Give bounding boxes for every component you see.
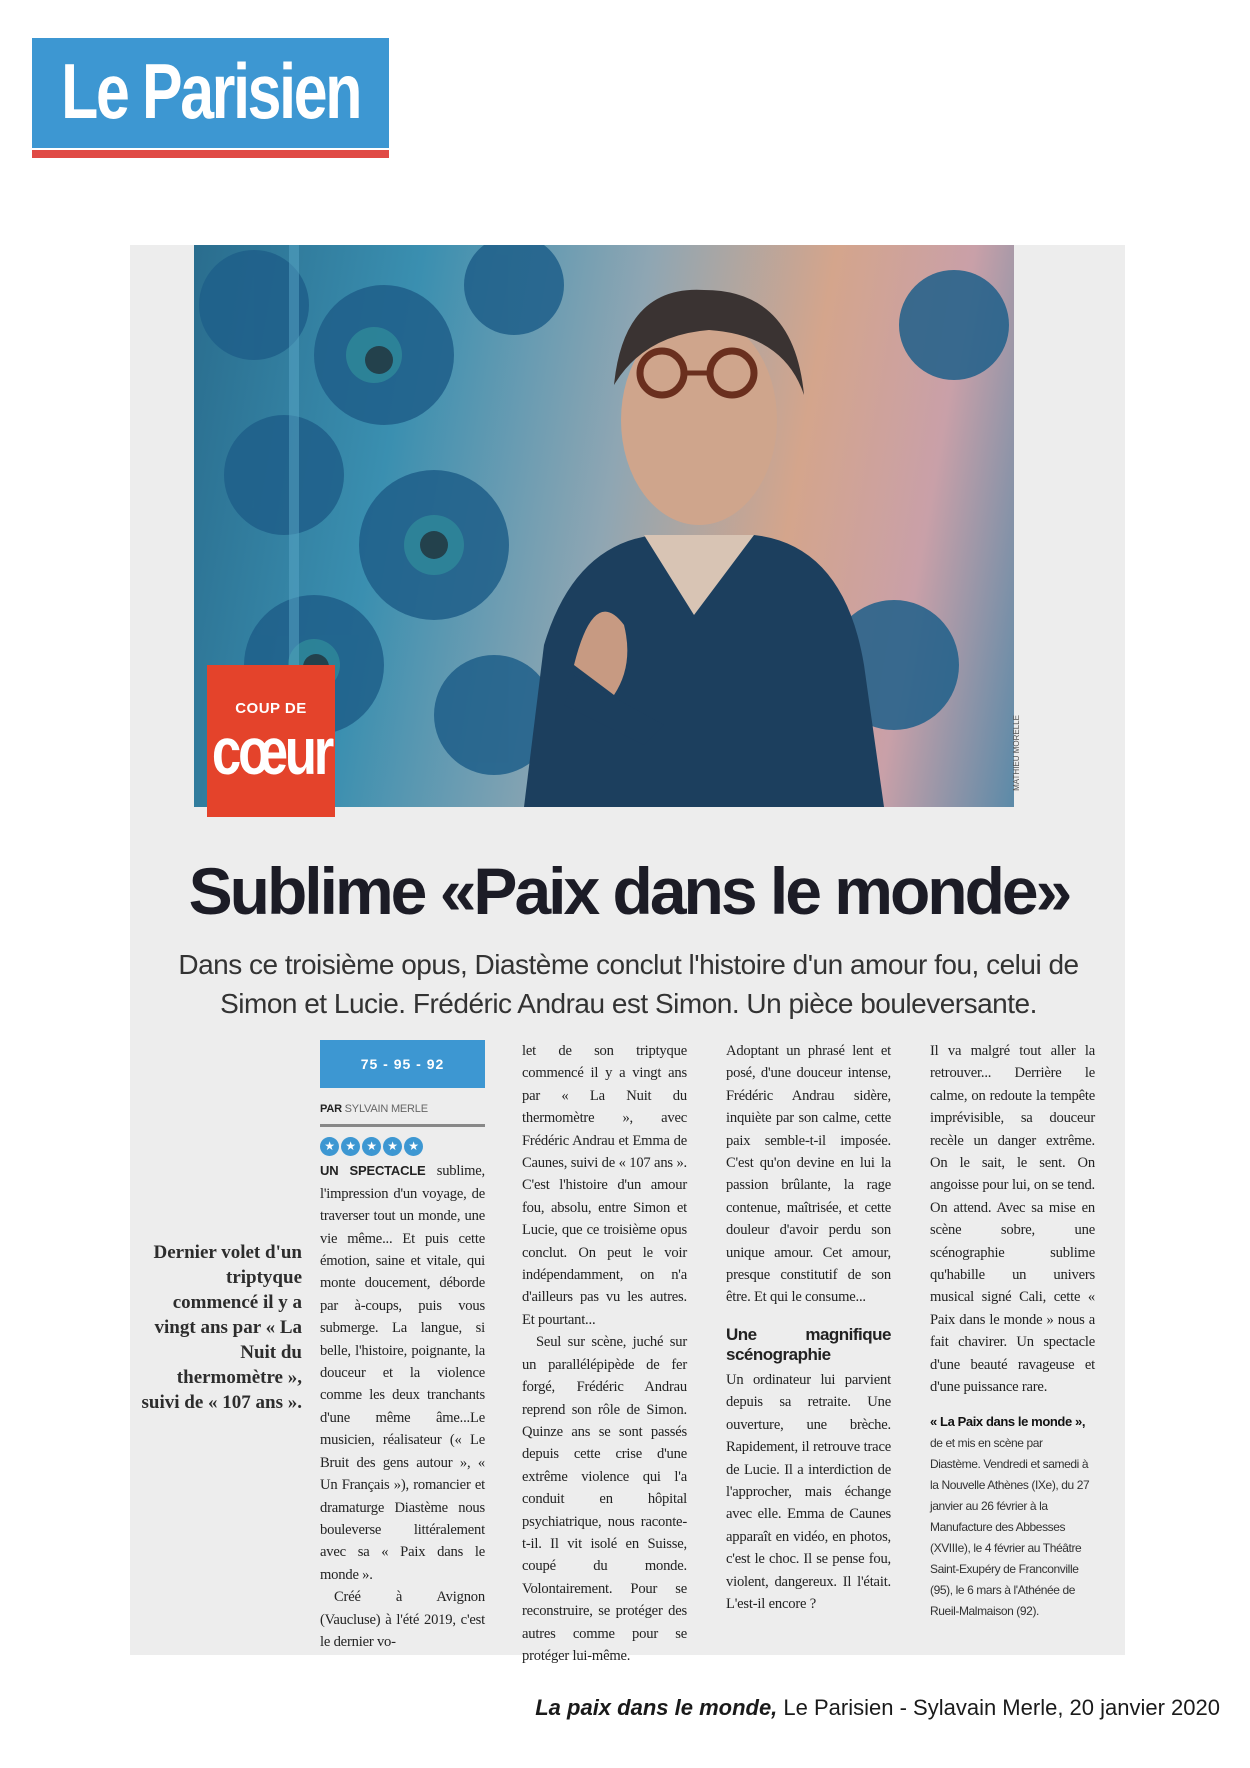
- department-box: 75 - 95 - 92: [320, 1040, 485, 1088]
- star-icon: ★: [404, 1137, 423, 1156]
- coup-de-coeur-badge: [207, 665, 335, 817]
- deck: Dans ce troisième opus, Diastème conclut l'histoire d'un amour fou, celui de Simon et Lucie. Frédéric Andrau est Simon. Un pièce bouleversante.: [178, 949, 1079, 1019]
- column-2: [522, 1040, 687, 1667]
- caption-source: Le Parisien - Sylavain Merle, 20 janvier 2020: [777, 1695, 1220, 1720]
- column-3-paragraph-2: Un ordinateur lui parvient depuis sa retraite. Une ouverture, une brèche. Rapidement, il retrouve trace de Lucie. Il a interdiction de l'approcher, mais échange avec elle. Emma de Caunes apparaît en vidéo, en photos, c'est le choc. Il se pense fou, violent, dangereux. Il l'était. L'est-il encore ?: [726, 1371, 891, 1612]
- subheading: Une magnifique scénographie: [726, 1324, 891, 1364]
- column-4: [930, 1040, 1095, 1622]
- column-2-paragraph-2: Seul sur scène, juché sur un parallélépipède de fer forgé, Frédéric Andrau reprend son rôle de Simon. Quinze ans se sont passés depuis cette crise d'une extrême violence qui l'a conduit en hôpital psychiatrique, nous raconte-t-il. Il vit isolé en Suisse, coupé du monde. Volontairement. Pour se reconstruire, se protéger des autres comme pour se protéger lui-même.: [522, 1334, 687, 1664]
- column-3: [726, 1040, 891, 1615]
- byline-name: SYLVAIN MERLE: [344, 1103, 428, 1115]
- column-1-paragraph-1: [320, 1160, 485, 1586]
- article-scan: [130, 245, 1125, 1664]
- body-text: sublime, l'impression d'un voyage, de traverser tout un monde, une vie même... Et puis cette émotion, saine et vitale, qui monte doucement, déborde par à-coups, puis vous submerge. La langue, si belle, l'histoire, poignante, la douceur et la violence comme les deux tranchants d'une même âme...Le musicien, réalisateur (« Le Bruit des gens autour », « Un Français »), romancier et dramaturge Diastème nous bouleverse littéralement avec sa « Paix dans le monde ».: [320, 1163, 485, 1583]
- lead-in: UN SPECTACLE: [320, 1163, 426, 1179]
- rating-stars: [320, 1137, 485, 1156]
- le-parisien-logo: [32, 38, 389, 160]
- column-4-paragraph-1: Il va malgré tout aller la retrouver... Derrière le calme, on redoute la tempête imprévisible, sa douceur recèle un danger extrême. On le sait, le sent. On angoisse pour lui, on se tend. On attend. Avec sa mise en scène sobre, une scénographie sublime qu'habille un univers musical signé Cali, cette « Paix dans le monde » nous a fait chavirer. Un spectacle d'une beauté ravageuse et d'une puissance rare.: [930, 1043, 1095, 1396]
- column-1-paragraph-2: Créé à Avignon (Vaucluse) à l'été 2019, c'est le dernier vo-: [320, 1589, 485, 1650]
- photo-credit: MATHIEU MORELLE: [1012, 715, 1021, 791]
- show-info: [930, 1411, 1095, 1622]
- badge-main-text: cœur: [211, 713, 331, 788]
- column-3-paragraph-1: Adoptant un phrasé lent et posé, d'une douceur intense, Frédéric Andrau sidère, inquiète par son calme, cette paix semble-t-il imposée. C'est qu'on devine en lui la passion brûlante, la rage contenue, maîtrisée, et cette douleur d'avoir perdu son unique amour. Cet amour, presque constitutif de son être. Et qui le consume...: [726, 1043, 891, 1306]
- byline: [320, 1098, 485, 1127]
- column-2-paragraph-1: let de son triptyque commencé il y a vingt ans par « La Nuit du thermomètre », avec Frédéric Andrau et Emma de Caunes, suivi de « 107 ans ». C'est l'histoire d'un amour fou, absolu, entre Simon et Lucie, que ce troisième opus conclut. On peut le voir indépendamment, on n'a d'ailleurs pas vu les autres. Et pourtant...: [522, 1043, 687, 1328]
- star-icon: ★: [341, 1137, 360, 1156]
- show-info-title: « La Paix dans le monde »,: [930, 1413, 1086, 1429]
- headline: Sublime «Paix dans le monde»: [188, 854, 1070, 928]
- show-info-text: de et mis en scène par Diastème. Vendredi et samedi à la Nouvelle Athènes (IXe), du 27 janvier au 26 février à la Manufacture des Abbesses (XVIIIe), le 4 février au Théâtre Saint-Exupéry de Franconville (95), le 6 mars à l'Athénée de Rueil-Malmaison (92).: [930, 1435, 1090, 1618]
- caption-title: La paix dans le monde,: [535, 1695, 778, 1720]
- pull-quote: Dernier volet d'un triptyque commencé il y a vingt ans par « La Nuit du thermomètre », suivi de « 107 ans ».: [141, 1242, 302, 1413]
- column-1: [320, 1040, 485, 1653]
- badge-top-text: COUP DE: [235, 699, 307, 717]
- source-caption: [535, 1695, 1220, 1721]
- logo-text: Le Parisien: [61, 46, 360, 135]
- logo-background: [32, 38, 389, 148]
- logo-underline: [32, 150, 389, 158]
- star-icon: ★: [362, 1137, 381, 1156]
- star-icon: ★: [320, 1137, 339, 1156]
- star-icon: ★: [383, 1137, 402, 1156]
- byline-prefix: PAR: [320, 1103, 342, 1115]
